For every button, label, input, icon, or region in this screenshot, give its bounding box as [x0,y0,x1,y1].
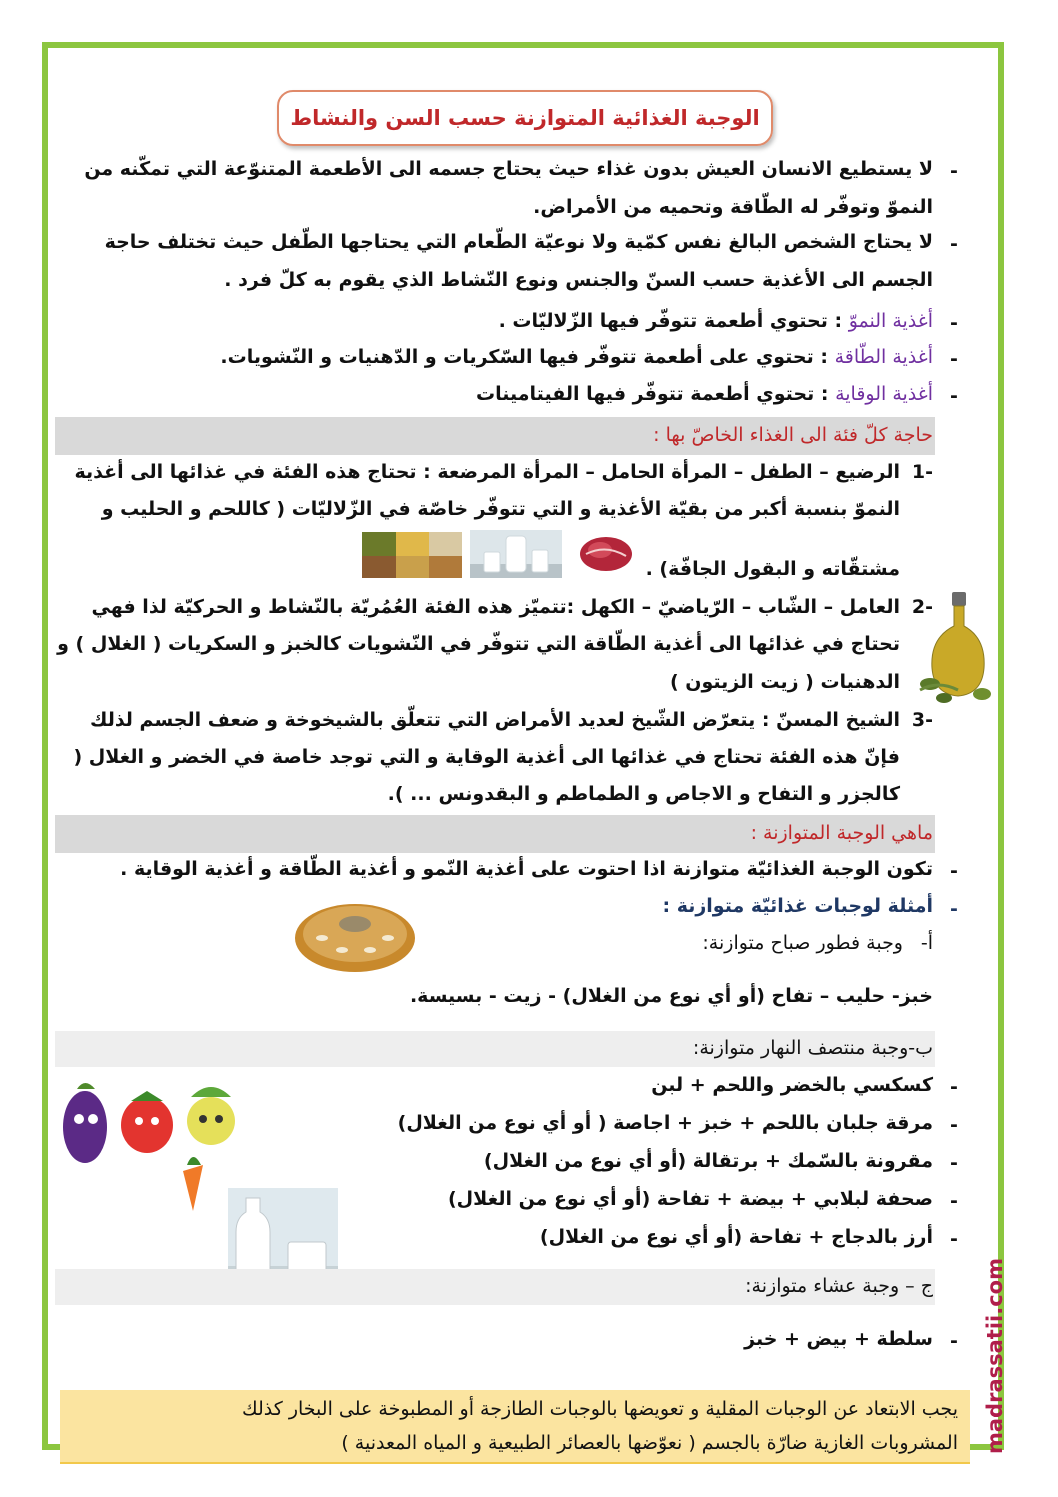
page-title: الوجبة الغذائية المتوازنة حسب السن والنشاط [290,106,760,130]
olive-oil-image [918,590,996,708]
intro-p1-line1: لا يستطيع الانسان العيش بدون غذاء حيث يحتاج جسمه الى الأطعمة المتنوّعة التي تمكّنه من [84,158,933,180]
bullet-dash: - [950,312,958,334]
bullet-dash: - [950,898,958,920]
bullet-dash: - [950,385,958,407]
dinner-label: ج – وجبة عشاء متوازنة: [745,1275,933,1297]
footer-line1: يجب الابتعاد عن الوجبات المقلية و تعويضها بالوجبات الطازجة أو المطبوخة على البخار كذلك [241,1398,958,1420]
item3-line2: فإنّ هذه الفئة تحتاج في غذائها الى أغذية الوقاية و التي توجد خاصة في الخضر و الغلال ( [73,746,900,768]
growth-foods-text: : تحتوي أطعمة تتوفّر فيها الزّلاليّات . [498,310,843,332]
intro-p1-line2: النموّ وتوفّر له الطّاقة وتحميه من الأمراض. [533,196,933,218]
protective-foods-line [476,383,933,406]
dinner-item: سلطة + بيض + خبز [744,1328,933,1350]
energy-foods-label: أغذية الطّاقة [834,346,933,368]
item3-number: -3 [911,709,933,731]
bullet-dash: - [950,348,958,370]
item2-line2: تحتاج في غذائها الى أغذية الطّاقة التي تتوفّر في النّشويات كالخبز و السكريات ( الغلال ) و [57,633,900,655]
bullet-dash: - [950,1228,958,1250]
footer-line2: المشروبات الغازية ضارّة بالجسم ( نعوّضها بالعصائر الطبيعية و المياه المعدنية ) [341,1432,958,1454]
breakfast-letter: أ- [920,932,933,954]
site-watermark [980,1210,1008,1460]
lunch-label: ب-وجبة منتصف النهار متوازنة: [692,1037,933,1059]
bullet-dash: - [950,1114,958,1136]
balanced-meal-definition: تكون الوجبة الغذائيّة متوازنة اذا احتوت على أغذية النّمو و أغذية الطّاقة و أغذية الوقاية . [120,858,933,880]
item2-line3: الدهنيات ( زيت الزيتون ) [669,671,900,693]
meal-examples-heading: أمثلة لوجبات غذائيّة متوازنة : [662,895,933,917]
intro-p2-line2: الجسم الى الأغذية حسب السنّ والجنس ونوع النّشاط الذي يقوم به كلّ فرد . [224,269,933,291]
lunch-item: صحفة لبلابي + بيضة + تفاحة (أو أي نوع من الغلال) [448,1188,933,1210]
protective-foods-label: أغذية الوقاية [835,383,933,405]
growth-foods-line [499,310,933,333]
bullet-dash: - [950,160,958,182]
item1-line2: النموّ بنسبة أكبر من بقيّة الأغذية و التي تتوفّر خاصّة في الزّلاليّات ( كاللحم و الحليب و [101,498,900,520]
watermark-text: madrassatii.com [983,1258,1007,1454]
protective-foods-text: : تحتوي أطعمة تتوفّر فيها الفيتامينات [476,383,829,405]
cartoon-vegetables-image [55,1075,255,1215]
section2-heading: ماهي الوجبة المتوازنة : [750,822,933,844]
energy-foods-line [220,346,933,369]
item2-number: -2 [911,596,933,618]
bullet-dash: - [950,1152,958,1174]
milk-image [470,530,562,578]
breakfast-items: خبز- حليب – تفاح (أو أي نوع من الغلال) - زيت - بسيسة. [409,985,933,1007]
lunch-item: مقرونة بالسّمك + برتقالة (أو أي نوع من الغلال) [483,1150,933,1172]
item1-line3: مشتقّاته و البقول الجافّة) . [645,558,900,580]
lunch-item: مرقة جلبان باللحم + خبز + اجاصة ( أو أي نوع من الغلال) [397,1112,933,1134]
intro-p2-line1: لا يحتاج الشخص البالغ نفس كمّية ولا نوعيّة الطّعام التي يحتاجها الطّفل حيث تختلف حاجة [104,231,933,253]
item3-line3: كالجزر و التفاح و الاجاص و الطماطم و البقدونس ... ). [387,783,900,805]
item1-number: -1 [911,461,933,483]
dry-legumes-image [362,532,462,578]
item3-line1: الشيخ المسنّ : يتعرّض الشّيخ لعديد الأمراض التي تتعلّق بالشيخوخة و ضعف الجسم لذلك [90,709,900,731]
lunch-item: أرز بالدجاج + تفاحة (أو أي نوع من الغلال) [539,1226,933,1248]
item1-line1: الرضيع – الطفل – المرأة الحامل – المرأة المرضعة : تحتاج هذه الفئة في غذائها الى أغذية [74,461,900,483]
growth-foods-label: أغذية النموّ [848,310,933,332]
energy-foods-text: : تحتوي على أطعمة تتوفّر فيها السّكريات و الدّهنيات و النّشويات. [220,346,828,368]
lunch-item: كسكسي بالخضر واللحم + لبن [651,1074,933,1096]
red-meat-image [576,528,636,576]
bullet-dash: - [950,1330,958,1352]
bsissa-dish-image [292,892,418,976]
title-box [277,90,773,146]
bullet-dash: - [950,1190,958,1212]
bullet-dash: - [950,1076,958,1098]
section1-heading: حاجة كلّ فئة الى الغذاء الخاصّ بها : [653,424,933,446]
bullet-dash: - [950,233,958,255]
item2-line1: العامل – الشّاب – الرّياضيّ – الكهل :تتميّز هذه الفئة العُمُريّة بالنّشاط و الحركيّة لذا فهي [91,596,900,618]
breakfast-label: وجبة فطور صباح متوازنة: [702,932,903,954]
bullet-dash: - [950,860,958,882]
